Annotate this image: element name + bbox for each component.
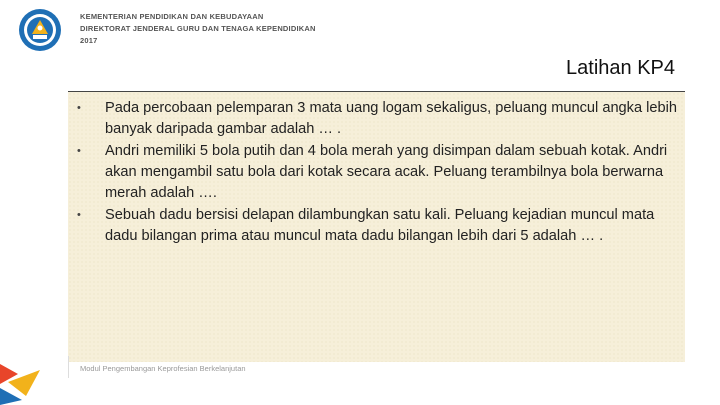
bullet-list: [68, 98, 685, 248]
org-line-year: 2017: [80, 36, 98, 45]
org-line-directorate: DIREKTORAT JENDERAL GURU DAN TENAGA KEPENDIDIKAN: [80, 24, 316, 33]
org-line-ministry: KEMENTERIAN PENDIDIKAN DAN KEBUDAYAAN: [80, 12, 264, 21]
content-panel: [68, 92, 685, 362]
list-item: [68, 205, 685, 247]
slide-title: Latihan KP4: [566, 57, 675, 79]
bullet-icon: •: [77, 102, 81, 114]
tut-wuri-handayani-logo-icon: [18, 8, 62, 52]
header: [0, 0, 720, 58]
list-item-text: Andri memiliki 5 bola putih dan 4 bola merah yang disimpan dalam sebuah kotak. Andri akan mengambil satu bola dari kotak secara acak. Peluang terambilnya bola berwarna merah adalah ….: [105, 143, 668, 201]
list-item-text: Pada percobaan pelemparan 3 mata uang logam sekaligus, peluang muncul angka lebih banyak daripada gambar adalah … .: [105, 100, 677, 137]
footer-text: Modul Pengembangan Keprofesian Berkelanjutan: [80, 364, 246, 373]
organization-name: [80, 11, 316, 47]
bullet-icon: •: [77, 145, 81, 157]
bullet-icon: •: [77, 209, 81, 221]
list-item: [68, 141, 685, 204]
list-item: [68, 98, 685, 140]
list-item-text: Sebuah dadu bersisi delapan dilambungkan satu kali. Peluang kejadian muncul mata dadu bilangan prima atau muncul mata dadu bilangan lebih dari 5 adalah … .: [105, 207, 655, 244]
footer-divider: [68, 356, 69, 378]
corner-decoration-icon: [0, 352, 46, 405]
